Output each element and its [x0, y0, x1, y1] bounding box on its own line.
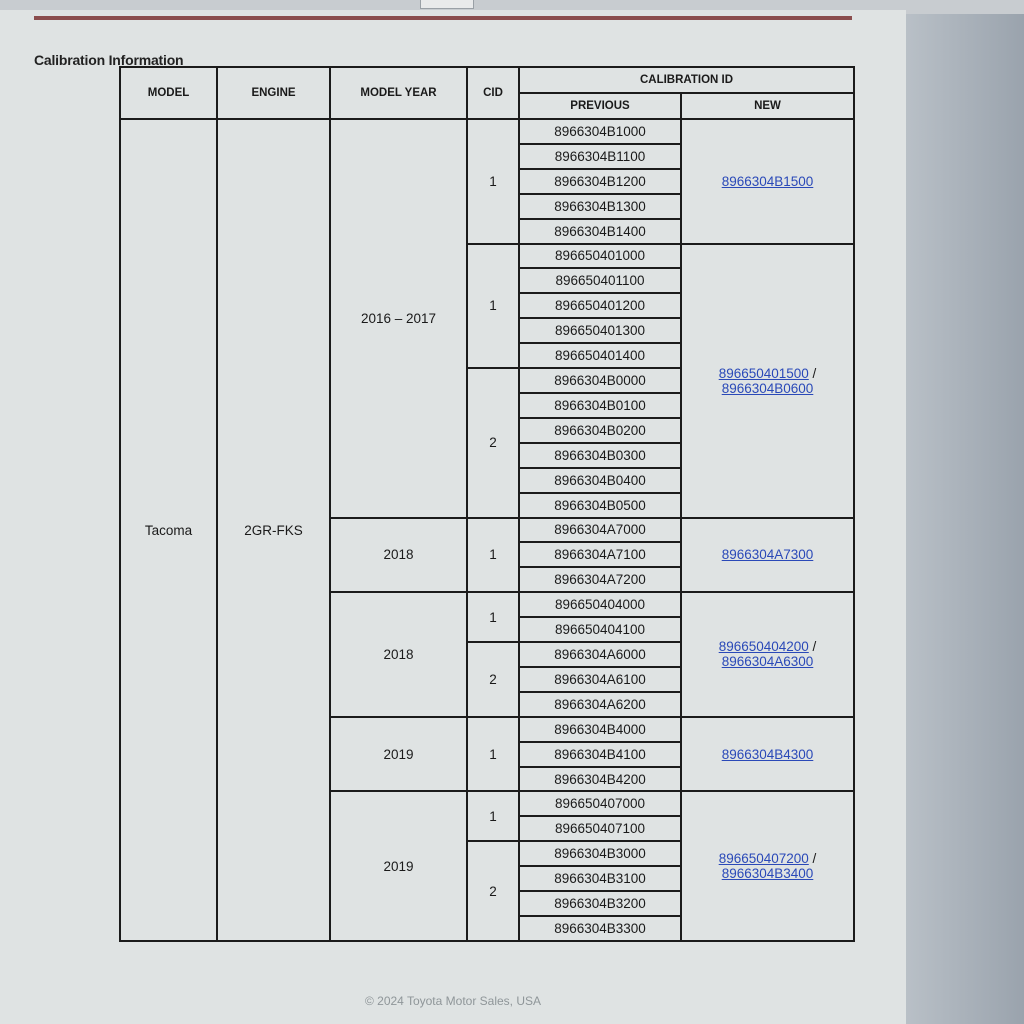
new-id-link[interactable]: 8966304B4300: [721, 746, 814, 762]
year-cell: 2018: [330, 592, 467, 717]
copyright-footer: © 2024 Toyota Motor Sales, USA: [364, 994, 542, 1008]
header-cid: CID: [467, 67, 519, 119]
previous-id: 8966304B1400: [519, 219, 681, 244]
cid-cell: 1: [467, 119, 519, 244]
calibration-table: [119, 66, 855, 942]
engine-cell: 2GR-FKS: [217, 119, 330, 941]
previous-id: 8966304B3200: [519, 891, 681, 916]
previous-id: 896650407100: [519, 816, 681, 841]
previous-id: 8966304B0100: [519, 393, 681, 418]
previous-id: 8966304B1000: [519, 119, 681, 144]
previous-id: 896650401400: [519, 343, 681, 368]
year-cell: 2019: [330, 717, 467, 792]
new-id-link[interactable]: 896650407200: [718, 851, 809, 867]
year-cell: 2019: [330, 791, 467, 941]
previous-id: 8966304B1100: [519, 144, 681, 169]
header-new: NEW: [681, 93, 854, 119]
id-separator: /: [808, 639, 817, 655]
year-cell: 2018: [330, 518, 467, 593]
new-id-link[interactable]: 8966304A6300: [721, 654, 814, 670]
previous-id: 896650404000: [519, 592, 681, 617]
new-id-link[interactable]: 8966304B3400: [721, 866, 814, 882]
new-id-link[interactable]: 896650401500: [718, 365, 809, 381]
header-model-year: MODEL YEAR: [330, 67, 467, 119]
header-model: MODEL: [120, 67, 217, 119]
new-id-cell: [681, 119, 854, 244]
previous-id: 8966304B3000: [519, 841, 681, 866]
cid-cell: 2: [467, 841, 519, 941]
id-separator: /: [808, 851, 817, 867]
previous-id: 8966304B1300: [519, 194, 681, 219]
model-cell: Tacoma: [120, 119, 217, 941]
year-cell: 2016 – 2017: [330, 119, 467, 518]
previous-id: 8966304A7200: [519, 567, 681, 592]
new-id-link[interactable]: 8966304B1500: [721, 173, 814, 189]
cid-cell: 2: [467, 642, 519, 717]
new-id-cell: [681, 717, 854, 792]
cid-cell: 1: [467, 592, 519, 642]
previous-id: 8966304B0000: [519, 368, 681, 393]
previous-id: 8966304B4000: [519, 717, 681, 742]
section-title: Calibration Information: [34, 52, 184, 68]
cid-cell: 1: [467, 717, 519, 792]
new-id-cell: [681, 592, 854, 717]
previous-id: 8966304B0500: [519, 493, 681, 518]
header-calibration-id: CALIBRATION ID: [519, 67, 854, 93]
previous-id: 896650407000: [519, 791, 681, 816]
new-id-cell: [681, 791, 854, 941]
previous-id: 8966304B1200: [519, 169, 681, 194]
previous-id: 8966304B4100: [519, 742, 681, 767]
cid-cell: 1: [467, 244, 519, 369]
previous-id: 8966304B0400: [519, 468, 681, 493]
new-id-cell: [681, 518, 854, 593]
previous-id: 8966304B3300: [519, 916, 681, 941]
header-rule: [34, 16, 852, 20]
new-id-cell: [681, 244, 854, 518]
new-id-link[interactable]: 8966304A7300: [721, 547, 814, 563]
previous-id: 8966304A7100: [519, 542, 681, 567]
cid-cell: 1: [467, 791, 519, 841]
new-id-link[interactable]: 8966304B0600: [721, 380, 814, 396]
cid-cell: 2: [467, 368, 519, 517]
previous-id: 896650401100: [519, 268, 681, 293]
top-tab[interactable]: [420, 0, 474, 9]
previous-id: 896650401300: [519, 318, 681, 343]
previous-id: 8966304B0200: [519, 418, 681, 443]
previous-id: 8966304A6000: [519, 642, 681, 667]
previous-id: 896650401200: [519, 293, 681, 318]
previous-id: 8966304B0300: [519, 443, 681, 468]
previous-id: 8966304B4200: [519, 767, 681, 792]
header-engine: ENGINE: [217, 67, 330, 119]
id-separator: /: [808, 365, 817, 381]
background-edge: [905, 14, 1024, 1024]
previous-id: 8966304A6200: [519, 692, 681, 717]
previous-id: 8966304A7000: [519, 518, 681, 543]
previous-id: 896650401000: [519, 244, 681, 269]
cid-cell: 1: [467, 518, 519, 593]
new-id-link[interactable]: 896650404200: [718, 639, 809, 655]
previous-id: 8966304A6100: [519, 667, 681, 692]
header-previous: PREVIOUS: [519, 93, 681, 119]
previous-id: 8966304B3100: [519, 866, 681, 891]
previous-id: 896650404100: [519, 617, 681, 642]
